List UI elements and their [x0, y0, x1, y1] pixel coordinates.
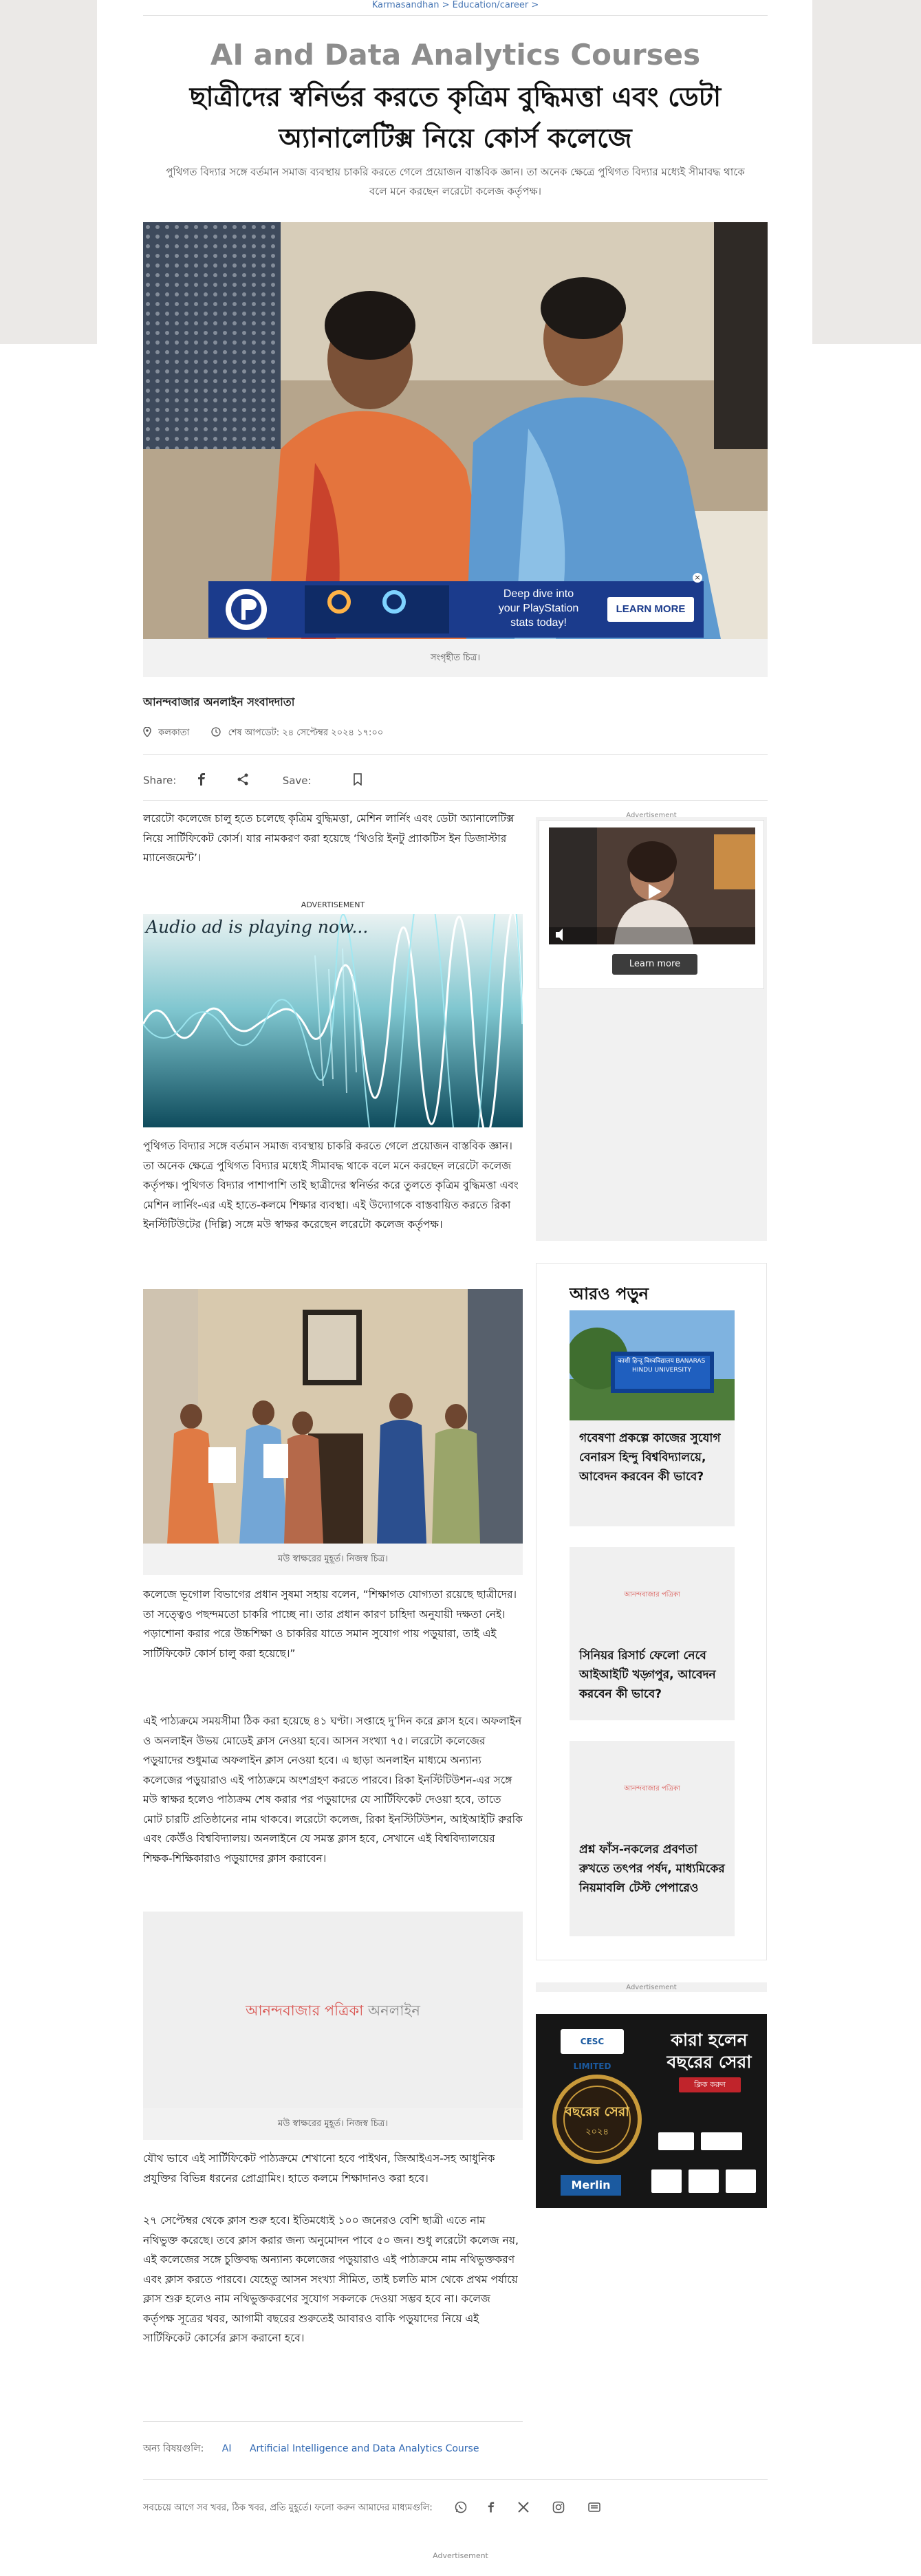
divider [143, 754, 768, 755]
audio-waveform-graphic [143, 914, 523, 1127]
updated-time: শেষ আপডেট: ২৪ সেপ্টেম্বর ২০২৪ ১৭:০০ [228, 728, 384, 738]
article-paragraph-2: পুথিগত বিদ্যার সঙ্গে বর্তমান সমাজ ব্যবস্থায় চাকরি করতে গেলে প্রয়োজন বাস্তবিক জ্ঞান। তা অনেক ক্ষেত্রে পুথিগত বিদ্যার মধ্যেই সীমাবদ্ধ থাকে বলে মনে করছেন লরেটো কলেজ কর্তৃপক্ষ। পুথিগত বিদ্যার পাশাপাশি তাই ছাত্রীদের স্বনির্ভর করে তুলতে কৃত্রিম বুদ্ধিমত্তা এবং মেশিন লার্নিং-এর এই হাতে-কলমে শিক্ষার ব্যবস্থা। এই উদ্যোগকে বাস্তবায়িত করতে রিকা ইনস্টিটিউটের (দিল্লি) সঙ্গে মউ স্বাক্ষর করেছেন লরেটো কলেজ কর্তৃপক্ষ। [143, 1140, 519, 1231]
article-meta [143, 726, 383, 741]
follow-text: সবচেয়ে আগে সব খবর, ঠিক খবর, প্রতি মুহূর্তে। ফলো করুন আমাদের মাধ্যমগুলি: [143, 2502, 433, 2513]
brand-name-gray: অনলাইন [368, 2002, 420, 2019]
advertisement-label: ADVERTISEMENT [301, 900, 365, 909]
tags [143, 2440, 479, 2457]
sponsor-logo-5 [726, 2169, 756, 2193]
brand-name-red: আনন্দবাজার পত্রিকা [246, 2002, 364, 2019]
cesc-headline: কারা হলেন বছরের সেরা [667, 2030, 752, 2072]
story-card-3-brand: আনন্দবাজার পত্রিকা [624, 1785, 680, 1793]
share-label: Share: [143, 774, 177, 787]
hero-image [143, 222, 768, 639]
facebook-icon[interactable] [197, 773, 206, 788]
google-news-icon[interactable] [587, 2502, 601, 2515]
ad-learn-more-button[interactable]: LEARN MORE [607, 597, 694, 622]
image-placeholder [143, 1912, 523, 2108]
mou-image-caption: মউ স্বাক্ষরের মুহূর্ত। নিজস্ব চিত্র। [143, 1544, 523, 1575]
breadcrumb[interactable]: Karmasandhan > Education/career > [143, 0, 768, 16]
hero-photo-illustration [143, 222, 768, 639]
divider [143, 800, 768, 801]
follow-bar [143, 2501, 768, 2522]
story-card-1-sign: काशी हिन्दू विश्वविद्यालय BANARAS HINDU UNIVERSITY [618, 1358, 706, 1374]
author-name[interactable]: আনন্দবাজার অনলাইন সংবাদদাতা [143, 695, 295, 708]
x-twitter-icon[interactable] [518, 2502, 529, 2515]
story-card-2[interactable] [570, 1547, 735, 1720]
mou-photo-illustration [143, 1289, 523, 1544]
article-paragraph-1: লরেটো কলেজে চালু হতে চলেছে কৃত্রিম বুদ্ধিমত্তা, মেশিন লার্নিং এবং ডেটা অ্যানালেটিক্স নিয়ে সার্টিফিকেট কোর্স। যার নামকরণ করা হয়েছে ‘থিওরি ইনটু প্র্যাকটিস ইন ডিজাস্টার ম্যানেজমেন্ট’। [143, 812, 514, 864]
clock-icon [211, 727, 221, 739]
cesc-badge-year: ২০২৪ [585, 2127, 609, 2137]
tags-label: অন্য বিষয়গুলি: [143, 2443, 204, 2454]
sponsor-logo-4 [689, 2169, 719, 2193]
instagram-icon[interactable] [552, 2501, 565, 2516]
bookmark-icon[interactable] [353, 773, 362, 788]
video-ad-learn-more-button[interactable]: Learn more [612, 954, 697, 975]
save-label: Save: [282, 774, 312, 787]
divider [143, 2479, 768, 2480]
sidebar-advertisement-label: Advertisement [626, 812, 677, 819]
hero-caption: সংগৃহীত চিত্র। [143, 639, 768, 677]
mou-signing-image [143, 1289, 523, 1544]
ad-close-icon[interactable]: × [693, 573, 702, 583]
story-card-1-title[interactable]: গবেষণা প্রকল্পে কাজের সুযোগ বেনারস হিন্দু বিশ্ববিদ্যালয়ে, আবেদন করবেন কী ভাবে? [579, 1431, 721, 1484]
story-card-3[interactable] [570, 1741, 735, 1936]
ad-text-line-1: Deep dive into [503, 588, 574, 600]
location-text: কলকাতা [158, 728, 190, 738]
story-card-2-brand: আনন্দবাজার পত্রিকা [624, 1591, 680, 1599]
article-paragraph-4: এই পাঠ্যক্রমে সময়সীমা ঠিক করা হয়েছে ৪১ ঘণ্টা। সপ্তাহে দু’দিন করে ক্লাস হবে। অফলাইন ও অনলাইন উভয় মোডেই ক্লাস নেওয়া হবে। আসন সংখ্যা ৭৫। লরেটো কলেজের পড়ুয়াদের শুধুমাত্র অফলাইন ক্লাস নেওয়া হবে। এ ছাড়া অনলাইন মাধ্যমে অন্যান্য কলেজের পড়ুয়ারাও এই পাঠ্যক্রমে অংশগ্রহণ করতে পারবে। রিকা ইনস্টিটিউশন-এর সঙ্গে মউ স্বাক্ষর হলেও পাঠ্যক্রম শেষ করার পর পড়ুয়াদের যে সার্টিফিকেট দেওয়া হবে, তাতে মোট চারটি প্রতিষ্ঠানের নাম থাকবে। লরেটো কলেজ, রিকা ইনস্টিটিউশন, আইআইটি রুরকি এবং কেউঁও বিশ্ববিদ্যালয়। অনলাইনে যে সমস্ত ক্লাস হবে, সেখানে এই বিশ্ববিদ্যালয়ের শিক্ষক-শিক্ষিকারাও পড়ুয়াদের ক্লাস করাবেন। [143, 1715, 523, 1865]
article-paragraph-3: কলেজে ভূগোল বিভাগের প্রধান সুষমা সহায় বলেন, “শিক্ষাগত যোগ্যতা রয়েছে ছাত্রীদের। তা সত্ত্বেও পছন্দমতো চাকরি পাচ্ছে না। তার প্রধান কারণ চাহিদা অনুযায়ী দক্ষতা নেই। পড়াশোনা করার পরে উচ্চশিক্ষা ও চাকরির যাতে সমান সুযোগ পায় পড়ুয়ারা, তাই এই সার্টিফিকেট কোর্স চালু করা হয়েছে।” [143, 1588, 517, 1660]
more-stories-box [536, 1263, 767, 1960]
more-stories-title: আরও পড়ুন [570, 1284, 649, 1303]
location-icon [143, 727, 151, 739]
story-card-2-title[interactable]: সিনিয়র রিসার্চ ফেলো নেবে আইআইটি খড়্গপুর, আবেদন করবেন কী ভাবে? [579, 1649, 716, 1701]
ad-text-line-3: stats today! [510, 617, 567, 629]
bottom-advertisement-label: Advertisement [433, 2551, 488, 2560]
tag-ai-data-analytics-course[interactable]: Artificial Intelligence and Data Analytics Course [249, 2443, 479, 2454]
share-icon[interactable] [237, 773, 249, 788]
cesc-logo: CESC LIMITED [561, 2029, 624, 2054]
video-ad-thumbnail [549, 827, 755, 944]
cesc-sponsor: Merlin [561, 2175, 621, 2196]
sidebar-video-ad[interactable] [539, 820, 764, 989]
audio-ad-text: Audio ad is playing now... [146, 917, 369, 937]
ad-text [473, 587, 604, 630]
sponsor-logo-3 [651, 2169, 682, 2193]
divider [143, 2421, 523, 2422]
facebook-icon[interactable] [488, 2501, 495, 2516]
cesc-badge-text: বছরের সেরা [565, 2104, 629, 2119]
whatsapp-icon[interactable] [455, 2501, 467, 2516]
article-paragraph-6: ২৭ সেপ্টেম্বর থেকে ক্লাস শুরু হবে। ইতিমধ্যেই ১০০ জনেরও বেশি ছাত্রী এতে নাম নথিভুক্ত করেছে। তবে ক্লাস করার জন্য অনুমোদন পাবে ৫০ জন। শুধু লরেটো কলেজ নয়, এই কলেজের সঙ্গে চুক্তিবদ্ধ অন্যান্য কলেজের পড়ুয়ারাও এই পাঠ্যক্রমে নাম নথিভুক্তকরণ এবং ক্লাস করতে পারবে। যেহেতু আসন সংখ্যা সীমিত, তাই চলতি মাস থেকে প্রথম পর্যায়ে ক্লাস শুরু হলেও নাম নথিভুক্তকরণের সুযোগ সকলকে দেওয়া সম্ভব হবে না। কলেজ কর্তৃপক্ষ সূত্রের খবর, আগামী বছরের শুরুতেই আবারও বাকি পড়ুয়াদের নিয়ে এই সার্টিফিকেট কোর্সের ক্লাস করানো হবে। [143, 2214, 519, 2344]
share-bar [143, 773, 362, 790]
article-subtitle: পুথিগত বিদ্যার সঙ্গে বর্তমান সমাজ ব্যবস্থায় চাকরি করতে গেলে প্রয়োজন বাস্তবিক জ্ঞান। তা অনেক ক্ষেত্রে পুথিগত বিদ্যার মধ্যেই সীমাবদ্ধ থাকে বলে মনে করছেন লরেটো কলেজ কর্তৃপক্ষ। [166, 166, 745, 197]
headline-english: AI and Data Analytics Courses [210, 38, 701, 72]
story-card-3-title[interactable]: প্রশ্ন ফাঁস-নকলের প্রবণতা রুখতে তৎপর পর্ষদ, মাধ্যমিকের নিয়মাবলি টেস্ট পেপারেও [579, 1843, 725, 1895]
article-paragraph-5: যৌথ ভাবে এই সার্টিফিকেট পাঠ্যক্রমে শেখানো হবে পাইথন, জিআইএস-সহ আধুনিক প্রযুক্তির বিভিন্ন ধরনের প্রোগ্রামিং। হাতে কলমে শিক্ষাদানও করা হবে। [143, 2152, 495, 2185]
sponsor-logo-1 [658, 2132, 694, 2150]
sidebar-advertisement-label-2: Advertisement [626, 1984, 677, 1991]
cesc-ad[interactable] [536, 2014, 767, 2208]
cesc-click-button[interactable]: ক্লিক করুন [679, 2077, 741, 2092]
hero-overlay-ad[interactable] [208, 573, 704, 638]
placeholder-brand [143, 2000, 523, 2024]
sponsor-logo-2 [701, 2132, 742, 2150]
story-card-1[interactable] [570, 1310, 735, 1526]
tag-ai[interactable]: AI [221, 2443, 232, 2454]
placeholder-caption: মউ স্বাক্ষরের মুহূর্ত। নিজস্ব চিত্র। [143, 2108, 523, 2140]
audio-ad[interactable] [143, 914, 523, 1127]
headline-bengali: ছাত্রীদের স্বনির্ভর করতে কৃত্রিম বুদ্ধিমত্তা এবং ডেটা অ্যানালেটিক্স নিয়ে কোর্স কলেজে [189, 82, 722, 154]
ad-text-line-2: your PlayStation [498, 603, 579, 614]
